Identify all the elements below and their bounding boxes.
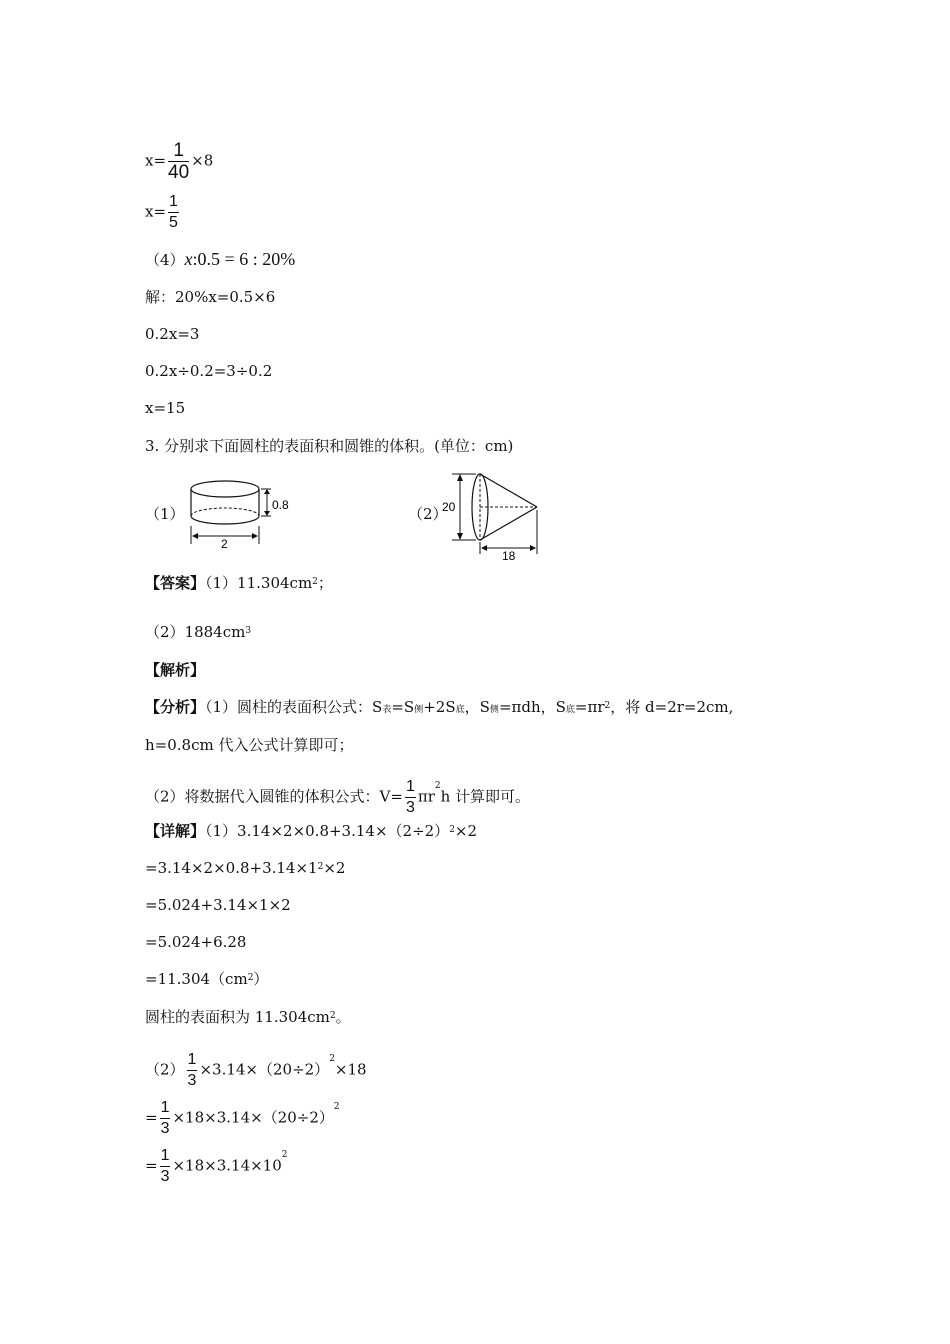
numerator: 1	[168, 140, 189, 162]
superscript: 3	[245, 626, 252, 636]
denominator: 5	[169, 214, 178, 231]
figure-2-label: （2）	[408, 505, 448, 523]
answer-text: （1）11.304cm	[205, 574, 313, 592]
subscript: 底	[565, 705, 575, 715]
text: =πr	[574, 698, 605, 716]
analysis-subtag: 【分析】	[145, 698, 206, 716]
solution-step: 0.2x÷0.2=3÷0.2	[145, 362, 273, 380]
answer-text: （2）1884cm	[145, 623, 246, 641]
text: 圆柱的表面积为 11.304cm	[145, 1008, 330, 1026]
fraction	[168, 140, 189, 183]
solution-step: 0.2x=3	[145, 325, 200, 343]
subscript: 侧	[489, 705, 499, 715]
text: =πdh，S	[498, 698, 566, 716]
superscript: 2	[434, 781, 441, 791]
text: ×18	[334, 1060, 367, 1079]
fraction	[160, 1146, 171, 1187]
text: +2S	[423, 698, 456, 716]
superscript: 2	[449, 825, 455, 835]
text: πr	[417, 787, 435, 806]
superscript: 2	[329, 1054, 335, 1064]
detail-line-2	[145, 858, 345, 878]
question-label: （4）	[145, 251, 185, 269]
eq-text: ×8	[191, 151, 214, 170]
question-4	[145, 249, 295, 270]
text: 。	[335, 1008, 351, 1026]
ratio-expression: :0.5 = 6 : 20%	[192, 249, 296, 269]
denominator: 40	[168, 162, 190, 183]
text: （1）圆柱的表面积公式：S	[205, 698, 383, 716]
fraction	[160, 1098, 171, 1139]
eq-text: x=	[145, 202, 167, 221]
question-3-title: 3. 分别求下面圆柱的表面积和圆锥的体积。(单位：cm)	[145, 437, 514, 455]
denominator: 3	[160, 1120, 170, 1137]
numerator: 1	[160, 1098, 171, 1119]
analysis-tag: 【解析】	[145, 661, 206, 679]
text: =3.14×2×0.8+3.14×1	[145, 859, 318, 877]
text: =	[145, 1108, 158, 1127]
answer-text: ；	[317, 574, 333, 592]
text: =S	[391, 698, 415, 716]
detail-line-6	[145, 1007, 351, 1027]
solution-step: x=15	[145, 399, 186, 417]
superscript: 2	[312, 577, 318, 587]
text: =	[145, 1156, 158, 1175]
figure-1-label: （1）	[145, 505, 185, 523]
cone-height-label: 20	[442, 500, 456, 514]
text: （2）将数据代入圆锥的体积公式：V=	[145, 787, 403, 806]
text: ×2	[323, 859, 346, 877]
text: ，S	[464, 698, 490, 716]
cone-length-label: 18	[502, 549, 516, 562]
detail-line-9	[145, 1146, 288, 1187]
detail-line-8	[145, 1098, 340, 1139]
fraction	[405, 777, 416, 818]
superscript: 2	[604, 701, 611, 711]
superscript: 2	[333, 1102, 340, 1112]
solution-step: 解：20%x=0.5×6	[145, 288, 276, 306]
text: ×18×3.14×10	[172, 1156, 282, 1175]
superscript: 2	[329, 1011, 336, 1021]
analysis-line-2: h=0.8cm 代入公式计算即可；	[145, 736, 354, 754]
variable: x	[184, 249, 193, 269]
cylinder-height-label: 0.8	[272, 498, 289, 512]
text: （2）	[145, 1060, 185, 1079]
denominator: 3	[160, 1168, 170, 1185]
cone-figure	[440, 468, 545, 562]
text: ）	[253, 970, 269, 988]
subscript: 底	[455, 705, 465, 715]
detail-line-7	[145, 1050, 367, 1091]
numerator: 1	[405, 777, 416, 798]
equation-line	[145, 192, 181, 233]
denominator: 3	[187, 1072, 197, 1089]
fraction	[187, 1050, 198, 1091]
subscript: 表	[382, 705, 392, 715]
detail-line-3: =5.024+3.14×1×2	[145, 896, 291, 914]
numerator: 1	[160, 1146, 171, 1167]
numerator: 1	[168, 192, 179, 213]
fraction	[168, 192, 179, 233]
eq-text: x=	[145, 151, 167, 170]
cylinder-figure	[185, 474, 295, 550]
detail-tag: 【详解】	[145, 822, 206, 840]
answer-tag: 【答案】	[145, 574, 206, 592]
cylinder-diameter-label: 2	[221, 537, 228, 550]
analysis-line-3	[145, 777, 530, 818]
answer-line-1	[145, 573, 333, 593]
numerator: 1	[187, 1050, 198, 1071]
text: ，将 d=2r=2cm,	[610, 698, 734, 716]
text: ×18×3.14×（20÷2）	[172, 1108, 334, 1127]
text: ×3.14×（20÷2）	[199, 1060, 330, 1079]
subscript: 侧	[414, 705, 424, 715]
text: =11.304（cm	[145, 970, 248, 988]
superscript: 2	[247, 973, 254, 983]
denominator: 3	[405, 799, 415, 816]
text: ×2	[454, 822, 478, 840]
superscript: 2	[281, 1150, 288, 1160]
analysis-line-1	[145, 697, 733, 717]
text: （1）3.14×2×0.8+3.14×（2÷2）	[205, 822, 450, 840]
detail-line-5	[145, 969, 268, 989]
superscript: 2	[317, 862, 324, 872]
answer-line-2	[145, 622, 251, 642]
text: h 计算即可。	[440, 787, 531, 806]
detail-line-4: =5.024+6.28	[145, 933, 247, 951]
detail-line-1	[145, 821, 477, 841]
equation-line	[145, 140, 213, 183]
